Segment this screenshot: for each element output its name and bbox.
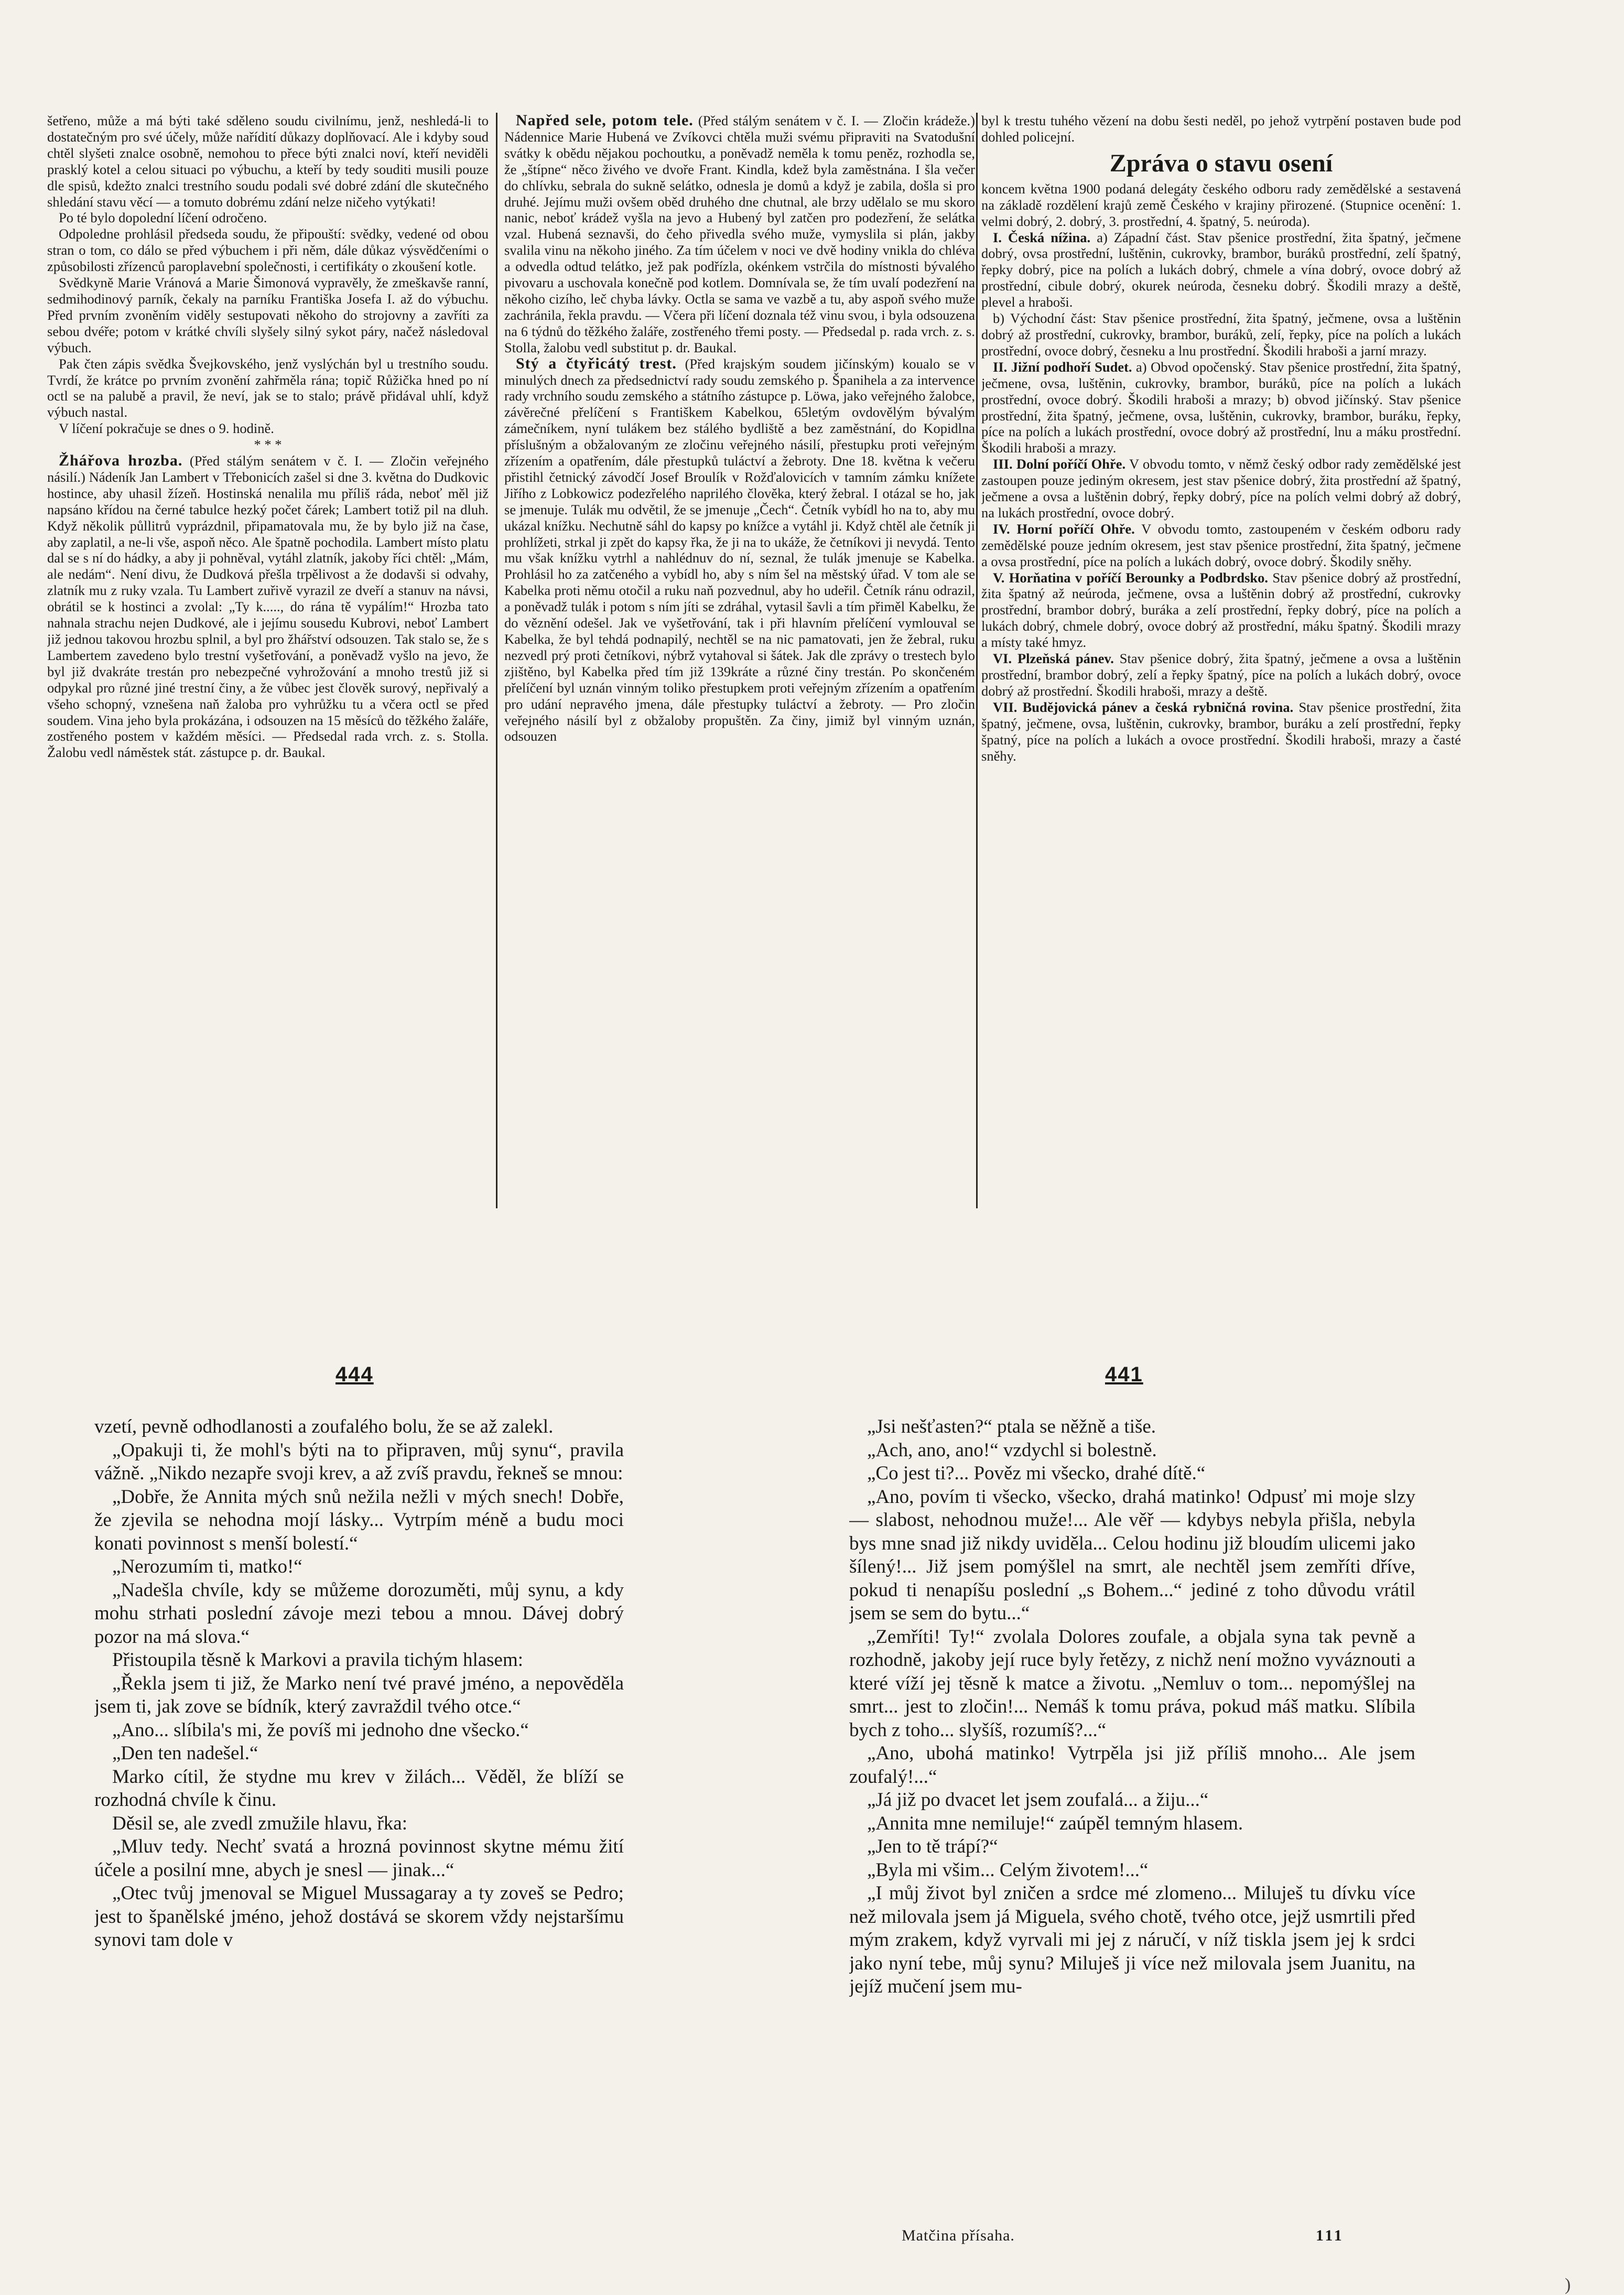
paragraph <box>94 1742 624 1766</box>
article-column-right <box>981 113 1461 764</box>
paragraph-text: (Před stálým senátem v č. I. — Zločin veřejného násilí.) Nádeník Jan Lambert v Třebonicích zašel si dne 3. května do Dudkovic hostince, aby uhasil žízeň. Hostinská nenalila mu příliš ráda, neboť měl již napsáno křídou na černé tabulce hezký počet čárek; Lambert totiž pil na dluh. Když několik půllitrů vyprázdnil, připamatovala mu, že by bylo již na čase, aby zaplatil, a ne-li vše, aspoň něco. Ale špatně pochodila. Lambert místo platu dal se s ní do hádky, a aby ji pohněval, vytáhl zlatník, jakoby říci chtěl: „Mám, ale nedám“. Není divu, že Dudková přešla trpělivost a že dodavši si odvahy, zlatník mu z ruky vzala. Tu Lambert zuřivě vyrazil ze dveří a stanuv na návsi, obrátil se k hostinci a zvolal: „Ty k....., do rána tě vypálím!“ Hrozba tato nahnala strachu nejen Dudkové, ale i jejímu sousedu Kubrovi, neboť Lambert již jednou takovou hrozbu splnil, a byl pro žhářství odsouzen. Tak stalo se, že s Lambertem zavedeno bylo trestní vyšetřování, a poněvadž vyšlo na jevo, že byl již dvakráte trestán pro nebezpečné vyhrožování a mnoho trestů již si odpykal pro různé jiné trestní činy, a že vůbec jest člověk surový, nepřivalý a všeho schopný, vznešena naň žaloba pro vyhrůžku tu a včera octl se před soudem. Vina jeho byla prokázána, i odsouzen na 15 měsíců do těžkého žaláře, zostřeného postem v každém měsíci. — Předsedal rada vrch. z. s. Stolla. Žalobu vedl náměstek stát. zástupce p. dr. Baukal. <box>47 453 489 761</box>
paragraph-text: a) Západní část. Stav pšenice prostřední, žita špatný, ječmene dobrý, ovsa prostřední, luštěnin, cukrovky, brambor, buráků prostřední, zelí špatný, řepky dobrý, pice na polích a lukách dobrý, chmele a vína dobrý, ovoce dobrý až prostřední, cibule dobrý, okurek neúroda, česneku dobrý. Škodili mrazy a deště, plevel a hraboši. <box>981 229 1461 310</box>
paragraph-text: Marko cítil, že stydne mu krev v žilách... Věděl, že blíží se rozhodná chvíle k činu. <box>94 1766 624 1811</box>
article-column-middle <box>504 113 975 744</box>
paragraph <box>94 1835 624 1882</box>
paragraph-text: V líčení pokračuje se dnes o 9. hodině. <box>59 420 274 437</box>
region-heading: I. Česká nížina. <box>993 229 1091 245</box>
paragraph-text: b) Východní část: Stav pšenice prostřední, žita špatný, ječmene, ovsa a luštěnin dobrý až prostřední, cukrovky, brambor, buráků, zelí, řepky, píce na polích a lukách prostřední, ovoce dobrý, česneku a lnu prostřední. Škodili hraboši a jarní mrazy. <box>981 310 1461 359</box>
paragraph-text: „Já již po dvacet let jsem zoufalá... a žiju...“ <box>867 1789 1209 1811</box>
paragraph <box>849 1439 1415 1463</box>
paragraph-text: „Byla mi všim... Celým životem!...“ <box>867 1859 1149 1881</box>
paragraph-text: Stav pšenice dobrý až prostřední, žita špatný až neúroda, ječmene, ovsa a luštěnin dobrý až prostřední, cukrovky prostřední, brambor dobrý, buráka a zelí prostřední, řepky dobrý, píce na polích a lukách dobrý, chmele dobrý, ovoce dobrý až prostřední, máku špatný. Škodili mrazy a místy také hmyz. <box>981 569 1461 651</box>
page-number-left: 444 <box>335 1363 374 1386</box>
paragraph <box>849 1812 1415 1836</box>
paragraph-text: „Dobře, že Annita mých snů nežila nežli v mých snech! Dobře, že zjevila se nehodna mojí lásky... Vytrpím méně a budu moci konati povinnost s menší bolestí.“ <box>94 1486 624 1554</box>
paragraph <box>94 1766 624 1812</box>
paragraph-text: byl k trestu tuhého vězení na dobu šesti neděl, po jehož vytrpění postaven bude pod dohled policejní. <box>981 113 1461 145</box>
paragraph-text: „Ano, povím ti všecko, všecko, drahá matinko! Odpusť mi moje slzy — slabost, nehodnou muže!... Ale věř — kdybys nebyla přišla, nebyla bys mne snad již nikdy uviděla... Celou hodinu již bloudím ulicemi jako šílený!... Již jsem pomýšlel na smrt, ale nechtěl jsem zemříti dříve, pokud ti nenapíšu poslední „s Bohem...“ jediné z toho důvodu vrátil jsem se sem do bytu...“ <box>849 1486 1415 1624</box>
column-divider <box>976 113 978 1208</box>
paragraph-text: „Jsi nešťasten?“ ptala se něžně a tiše. <box>867 1416 1156 1437</box>
paragraph <box>47 210 489 226</box>
paragraph-text: „Den ten nadešel.“ <box>112 1742 258 1764</box>
paragraph <box>47 453 489 761</box>
paragraph-text: „Opakuji ti, že mohl's býti na to připraven, můj synu“, pravila vážně. „Nikdo nezapře svoji krev, a až zvíš pravdu, řekneš se mnou: <box>94 1439 624 1484</box>
paragraph-text: (Před krajským soudem jičínským) koualo se v minulých dnech za předsednictví rady soudu zemského p. Španihela a za intervence rady vrchního soudu zemského a státního zástupce p. Löwa, jako veřejného žalobce, závěrečné přelíčení s Františkem Kabelkou, 65letým ovdovělým bývalým zámečníkem, nyní tulákem bez stálého bydliště a bez zaměstnání, do Kopidlna příslušným a obžalovaným ze zločinu veřejného násilí, přestupku proti veřejným zřízením a opatřením, dále přestupků tuláctví a žebroty. Dne 18. května k večeru přistihl četnický závodčí Josef Broulík v Rožďalovicích v tamním zámku knížete Jiřího z Lobkowicz podezřelého naprilého člověka, který žebral. I otázal se ho, jak se jmenuje. Tulák mu odvětil, že se jmenuje „Čech“. Četník vybídl ho na to, aby mu ukázal knížku. Nechutně sáhl do kapsy po knížce a vytáhl ji. Když chtěl ale četník ji prohlížeti, strkal ji zpět do kapsy řka, že ji na to ukáže, že četníkovi ji nevydá. Tento mu však knížku vytrhl a nahlédnuv do ní, seznal, že tulák jmenuje se Kabelka. Prohlásil ho za zatčeného a vybídl ho, aby s ním šel na městský úřad. V tom ale se Kabelka proti němu otočil a ruku naň pozvednul, aby ho udeřil. Četník ránu odrazil, a poněvadž tulák i potom s ním jíti se zdráhal, vytasil šavli a tím přiměl Kabelku, že do věznění odešel. Jak ve vyšetřování, tak i při hlavním přelíčení vymlouval se Kabelka, že byl tehdá podnapilý, nechtěl se na nic pamatovati, jen že žebral, ruku nezvedl prý proti četníkovi, nýbrž vytahoval si šátek. Jak dle zprávy o trestech bylo zjištěno, byl Kabelka před tím již 139kráte a různé činy trestán. Po skončeném přelíčení byl uznán vinným toliko přestupkem proti veřejným zřízením a opatřením pro udání nepravého jmena, dále přestupky tuláctví a žebroty. — Pro zločin veřejného násilí byl z obžaloby propuštěn. Za činy, jimiž byl vinným uznán, odsouzen <box>504 355 975 744</box>
region-heading: IV. Horní poříčí Ohře. <box>993 521 1135 537</box>
paragraph-text: vzetí, pevně odhodlanosti a zoufalého bolu, že se až zalekl. <box>94 1416 554 1437</box>
paragraph <box>504 113 975 356</box>
paragraph-text: „Annita mne nemiluje!“ zaúpěl temným hlasem. <box>867 1812 1243 1834</box>
paragraph-text: Po té bylo dopolední líčení odročeno. <box>59 210 267 226</box>
paragraph-text: Stav pšenice prostřední, žita špatný, ječmene, ovsa, luštěnin, cukrovky, brambor, buráku a zelí prostřední, řepky špatný, píce na polích a lukách a ovoce prostřední. Škodili hraboši, mrazy a časté sněhy. <box>981 699 1461 764</box>
region-heading: VII. Budějovická pánev a česká rybničná rovina. <box>993 699 1294 715</box>
paragraph <box>94 1812 624 1836</box>
paragraph <box>981 570 1461 651</box>
section-title: Zpráva o stavu osení <box>1109 149 1333 177</box>
novel-column-left <box>94 1415 624 1952</box>
region-heading: VI. Plzeňská pánev. <box>993 651 1114 667</box>
region-heading: V. Horňatina v poříčí Berounky a Podbrdsko. <box>993 569 1269 586</box>
paragraph <box>47 275 489 356</box>
paragraph <box>94 1649 624 1672</box>
paragraph <box>981 310 1461 359</box>
paragraph <box>981 521 1461 570</box>
paragraph <box>849 1859 1415 1882</box>
paragraph-text: „Ach, ano, ano!“ vzdychl si bolestně. <box>867 1439 1157 1461</box>
paragraph-text: Svědkyně Marie Vránová a Marie Šimonová vypravěly, že zmeškavše ranní, sedmihodinový parník, čekaly na parníku Františka Josefa I. až do výbuchu. Před prvním zvoněním viděly sestupovati někoho do strojovny a zavříti za sebou dvéře; potom v krátké chvíli slyšely silný sykot páry, načež následoval výbuch. <box>47 275 489 355</box>
paragraph <box>981 113 1461 145</box>
paragraph-text: „Zemříti! Ty!“ zvolala Dolores zoufale, a objala syna tak pevně a rozhodně, jakoby její ruce byly řetězy, z nichž není možno vyváznouti a které víží jej těsně k matce a životu. „Nemluv o tom... nepomýšlej na smrt... jest to zločin!... Nemáš k tomu práva, pokud máš matku. Slíbila bych z toho... slyšíš, rozumíš?...“ <box>849 1626 1415 1741</box>
paragraph-text: „Ano, ubohá matinko! Vytrpěla jsi již příliš mnoho... Ale jsem zoufalý!...“ <box>849 1742 1415 1788</box>
paragraph-text: „I můj život byl zničen a srdce mé zlomeno... Miluješ tu dívku více než milovala jsem já Miguela, svého chotě, tvého otce, jejž usmrtili před mým zrakem, když vyrvali mi jej z náručí, v níž tiskla jsem jej k srdci jako nyní tebe, můj synu? Miluješ ji více než milovala jsem Juanitu, na jejíž mučení jsem mu- <box>849 1882 1415 1997</box>
paragraph-text: „Co jest ti?... Pověz mi všecko, drahé dítě.“ <box>867 1463 1206 1484</box>
paragraph-text: „Otec tvůj jmenoval se Miguel Mussagaray a ty zoveš se Pedro; jest to španělské jméno, jehož dostává se skorem vždy nejstaršímu synovi tam dole v <box>94 1882 624 1951</box>
paragraph <box>849 1415 1415 1439</box>
paragraph <box>981 359 1461 456</box>
paragraph <box>849 1486 1415 1626</box>
paragraph-text: „Jen to tě trápí?“ <box>867 1836 998 1857</box>
paragraph <box>94 1486 624 1556</box>
paragraph <box>981 181 1461 230</box>
paragraph-text: koncem května 1900 podaná delegáty českého odboru rady zemědělské a sestavená na základě rozdělení krajů země Českého v krajiny přirozené. (Stupnice ocenění: 1. velmi dobrý, 2. dobrý, 3. prostřední, 4. špatný, 5. neúroda). <box>981 180 1461 229</box>
paragraph-text: Přistoupila těsně k Markovi a pravila tichým hlasem: <box>112 1649 524 1671</box>
paragraph-text: Stav pšenice dobrý, žita špatný, ječmene a ovsa a luštěnin prostřední, brambor dobrý, zelí a řepky špatný, píce na polích a lukách dobrý, ovoce dobrý až prostřední. Škodili hraboši, mrazy a deště. <box>981 651 1461 699</box>
paragraph <box>981 699 1461 764</box>
paragraph <box>94 1882 624 1952</box>
region-heading: II. Jižní podhoří Sudet. <box>993 359 1132 375</box>
region-heading: III. Dolní poříčí Ohře. <box>993 456 1126 472</box>
paragraph <box>94 1555 624 1579</box>
paragraph-text: (Před stálým senátem v č. I. — Zločin krádeže.) Nádennice Marie Hubená ve Zvíkovci chtěla muži svému připraviti na Svatodušní svátky k obědu nějakou pochoutku, a poněvadž neměla k tomu peněz, rozhodla se, že „štípne“ něco živého ve dvoře Frant. Kindla, kdež byla zaměstnána. I šla večer do chlívku, sebrala do sukně selátko, odnesla je domů a když je zabila, došla si pro druhé. Jejímu muži ovšem oběd druhého dne chutnal, ale brzy udělalo se mu skoro nanic, neboť krádež vyšla na jevo a Hubený byl zatčen pro podezření, že selátka vzal. Hubená seznavši, do čeho přivedla svého muže, vymyslila si plán, jakby svalila vinu na někoho jiného. Za tím účelem v noci ve dvě hodiny vnikla do chléva a odvedla odtud telátko, jež pak podřízla, okénkem vstrčila do místnosti bývalého pivovaru a uschovala konečně pod kotlem. Domnívala se, že tím uvalí podezření na někoho cizího, leč chyba lávky. Octla se sama ve vazbě a tu, aby aspoň svého muže zachránila, řekla pravdu. — Včera při líčení doznala též vinu svou, i byla odsouzena na 6 týdnů do těžkého žaláře, zostřeného třemi posty. — Předsedal p. rada vrch. z. s. Stolla, žalobu vedl substitut p. dr. Baukal. <box>504 113 975 355</box>
novel-column-right <box>849 1415 1415 1999</box>
paragraph-text: šetřeno, může a má býti také sděleno soudu civilnímu, jenž, neshledá-li to dostatečným pro své účely, může nařídití důkazy doplňovací. Ale i kdyby soud chtěl slyšeti znalce osobně, nemohou to přece býti znalci noví, kteří neviděli prasklý kotel a celou situaci po výbuchu, a kteří by tedy souditi musili pouze dle spisů, kdežto znalci trestního soudu podali své dobré zdání dle skutečného shledání stavu věcí — a tomuto dobrému zdání nelze ničeho vytýkati! <box>47 113 489 210</box>
paragraph <box>94 1719 624 1742</box>
paragraph <box>849 1789 1415 1812</box>
paragraph-text: Pak čten zápis svědka Švejkovského, jenž vyslýchán byl u trestního soudu. Tvrdí, že krátce po prvním zvonění zahřměla rána; topič Růžička hned po ní octl se na palubě a pravil, že neví, jak se to stalo; právě přidával uhlí, když výbuch nastal. <box>47 355 489 420</box>
paragraph <box>47 226 489 275</box>
paragraph <box>47 420 489 437</box>
article-column-left <box>47 113 489 761</box>
paragraph-text: „Nadešla chvíle, kdy se můžeme dorozuměti, můj synu, a kdy mohu strhati poslední závoje mezi tebou a mnou. Dávej dobrý pozor na má slova.“ <box>94 1579 624 1648</box>
paragraph <box>47 356 489 421</box>
paragraph <box>981 230 1461 311</box>
paragraph <box>47 113 489 210</box>
paragraph-text: V obvodu tomto, v němž český odbor rady zemědělské jest zastoupen pouze jediným okresem, jest stav pšenice dobrý, žita prostřední až špatný, ječmene a ovsa a luštěnin dobrý, řepky dobrý, píce na polích velmi dobrý až dobrý, na lukách prostřední, ovoce dobrý. <box>981 456 1461 521</box>
paragraph <box>849 1882 1415 1999</box>
paragraph-text: „Nerozumím ti, matko!“ <box>112 1556 302 1577</box>
paragraph <box>849 1462 1415 1486</box>
paragraph-text: „Mluv tedy. Nechť svatá a hrozná povinnost skytne mému žití účele a posilní mne, abych je snesl — jinak...“ <box>94 1836 624 1881</box>
paragraph <box>94 1439 624 1486</box>
paragraph <box>849 1742 1415 1789</box>
paragraph-text: Děsil se, ale zvedl zmužile hlavu, řka: <box>112 1812 408 1834</box>
article-headline: Napřed sele, potom tele. <box>516 113 694 129</box>
paragraph <box>981 651 1461 699</box>
paragraph <box>94 1415 624 1439</box>
paragraph-text: Odpoledne prohlásil předseda soudu, že připouští: svědky, vedené od obou stran o tom, co dálo se před výbuchem i při něm, dále důkaz výsvědčeními o způsobilosti zřízenců paroplavební společnosti, i certifikáty o zkoušení kotle. <box>47 226 489 275</box>
paragraph-text: V obvodu tomto, zastoupeném v českém odboru rady zemědělské pouze jedním okresem, jest stav pšenice prostřední, žita špatný, ječmene a ovsa prostřední, píce na polích a lukách dobrý, ovoce dobrý. Škodily sněhy. <box>981 521 1461 569</box>
footer-novel-title: Matčina přísaha. <box>902 2227 1015 2244</box>
paragraph-text: a) Obvod opočenský. Stav pšenice prostřední, žita špatný, ječmene, ovsa, luštěnin, cukrovky, brambor, buráků, píce na polích a lukách prostřední, ovoce dobrý. Škodili hraboši a mrazy; b) obvod jičínský. Stav pšenice prostřední, žita špatný, ječmene, ovsa, luštěnin, cukrovky, brambor, buráku, řepky, píce na polích a lukách prostřední, ovoce dobrý až prostřední, lnu a máku prostřední. Škodili hraboši a mrazy. <box>981 359 1461 456</box>
paragraph-text: „Řekla jsem ti již, že Marko není tvé pravé jméno, a nepověděla jsem ti, jak zove se bídník, který zavraždil tvého otce.“ <box>94 1672 624 1717</box>
article-headline: Stý a čtyřicátý trest. <box>516 354 677 372</box>
paragraph-text: „Ano... slíbila's mi, že povíš mi jednoho dne všecko.“ <box>112 1719 529 1741</box>
page-number-right: 441 <box>1105 1363 1143 1386</box>
paragraph <box>94 1579 624 1649</box>
article-headline: Žhářova hrozba. <box>59 452 183 470</box>
paragraph <box>94 1672 624 1719</box>
paragraph <box>981 456 1461 521</box>
footer-signature: 111 <box>1316 2227 1344 2244</box>
paragraph <box>849 1626 1415 1742</box>
margin-mark: ) <box>1565 2275 1571 2294</box>
paragraph-text: * * * <box>254 437 282 453</box>
paragraph <box>47 437 489 453</box>
paragraph <box>504 356 975 745</box>
column-divider <box>496 113 497 1208</box>
paragraph <box>849 1835 1415 1859</box>
